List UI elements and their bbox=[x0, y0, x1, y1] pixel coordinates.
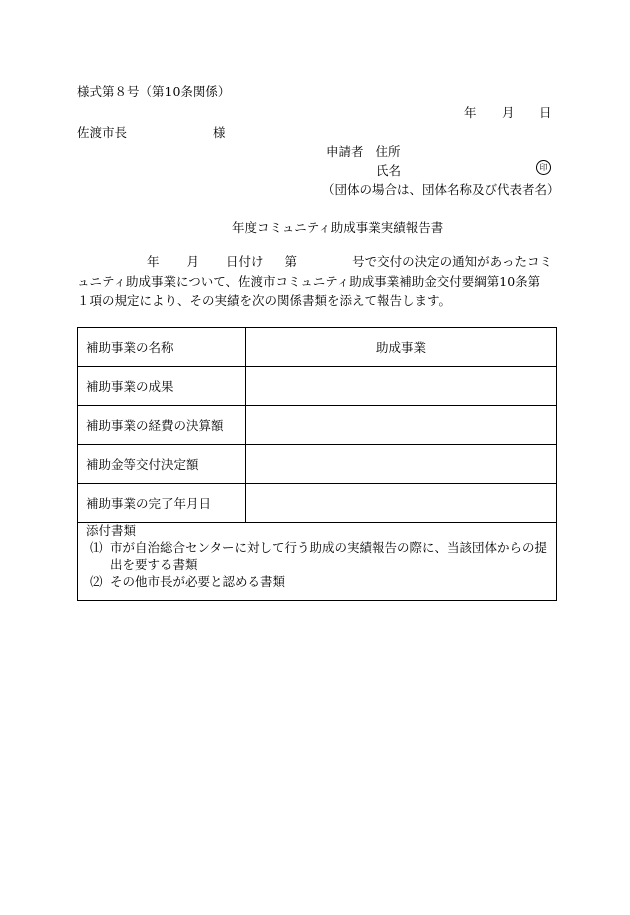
applicant-address-line bbox=[326, 142, 401, 160]
table-row bbox=[78, 484, 557, 523]
row-label: 補助事業の経費の決算額 bbox=[78, 406, 246, 445]
date-year-label: 年 bbox=[464, 105, 477, 120]
addressee-name: 佐渡市長 bbox=[77, 125, 128, 140]
date-day-label: 日 bbox=[539, 105, 552, 120]
body-sentence: 号で交付の決定の通知があったコミュニティ助成事業について、佐渡市コミュニティ助成事業補助金交付要綱第10条第１項の規定により、その実績を次の関係書類を添えて報告します。 bbox=[77, 254, 552, 308]
table-row bbox=[78, 328, 557, 367]
date-month-label: 月 bbox=[502, 105, 515, 120]
row-label: 補助事業の成果 bbox=[78, 367, 246, 406]
table-row bbox=[78, 445, 557, 484]
applicant-name-label: 氏名 bbox=[376, 163, 402, 178]
attachments-box bbox=[77, 520, 557, 601]
row-label: 補助事業の名称 bbox=[78, 328, 246, 367]
table-row bbox=[78, 406, 557, 445]
list-item bbox=[86, 573, 548, 590]
report-table bbox=[77, 327, 557, 523]
document-title: 年度コミュニティ助成事業実績報告書 bbox=[232, 220, 444, 235]
list-item-number: ⑵ bbox=[90, 574, 103, 589]
body-number-prefix: 第 bbox=[284, 254, 298, 269]
list-item-text: その他市長が必要と認める書類 bbox=[110, 574, 286, 589]
body-month: 月 bbox=[186, 254, 200, 269]
row-label: 補助金等交付決定額 bbox=[78, 445, 246, 484]
row-value-field[interactable]: 助成事業 bbox=[246, 328, 557, 367]
report-body-text bbox=[77, 252, 552, 311]
attachments-heading: 添付書類 bbox=[86, 523, 137, 538]
list-item-number: ⑴ bbox=[90, 540, 103, 555]
addressee bbox=[77, 123, 226, 141]
table-row bbox=[78, 367, 557, 406]
row-value-field[interactable] bbox=[246, 406, 557, 445]
seal-mark-icon: 印 bbox=[536, 160, 551, 175]
row-value-field[interactable] bbox=[246, 367, 557, 406]
applicant-role-label: 申請者 bbox=[326, 144, 364, 159]
row-value-field[interactable] bbox=[246, 484, 557, 523]
body-day-suffix: 日付け bbox=[226, 254, 264, 269]
address-label: 住所 bbox=[375, 144, 401, 159]
body-year: 年 bbox=[147, 254, 160, 269]
row-value-field[interactable] bbox=[246, 445, 557, 484]
group-note: （団体の場合は、団体名称及び代表者名） bbox=[322, 182, 560, 197]
form-number: 様式第８号（第10条関係） bbox=[77, 84, 231, 99]
list-item-text: 市が自治総合センターに対して行う助成の実績報告の際に、当該団体からの提出を要する書類 bbox=[110, 540, 548, 572]
addressee-suffix: 様 bbox=[213, 125, 226, 140]
row-label: 補助事業の完了年月日 bbox=[78, 484, 246, 523]
list-item bbox=[86, 539, 548, 573]
